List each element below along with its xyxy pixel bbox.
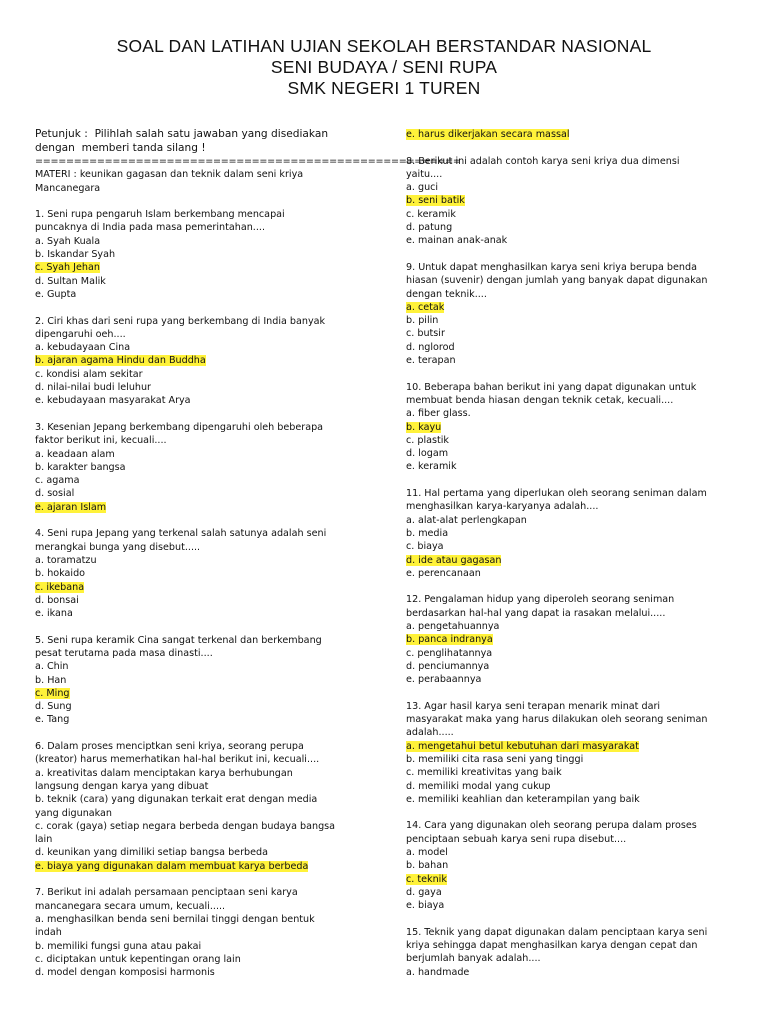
option: a. kreativitas dalam menciptakan karya berhubungan [35,767,293,779]
question-2 [35,315,363,408]
question-text: yaitu.... [406,168,443,180]
question-text: hiasan (suvenir) dengan jumlah yang banyak dapat digunakan [406,275,708,287]
option: e. mainan anak-anak [406,235,508,247]
separator: ======================================================= [35,156,461,167]
question-15 [406,926,734,979]
question-5 [35,634,363,727]
option: d. nilai-nilai budi leluhur [35,382,152,394]
highlighted-answer: b. kayu [406,421,442,433]
highlighted-answer: e. ajaran Islam [35,501,107,513]
option: a. guci [406,182,439,194]
option: a. menghasilkan benda seni bernilai tinggi dengan bentuk [35,913,315,925]
highlighted-answer: c. teknik [406,873,447,885]
question-text: 15. Teknik yang dapat digunakan dalam penciptaan karya seni [406,926,708,938]
option-cont: langsung dengan karya yang dibuat [35,780,209,792]
question-text: adalah..... [406,727,454,739]
option: a. fiber glass. [406,408,471,420]
option: e. terapan [406,355,456,367]
question-text: 12. Pengalaman hidup yang diperoleh seorang seniman [406,594,675,606]
question-11 [406,487,734,580]
option: d. keunikan yang dimiliki setiap bangsa berbeda [35,847,268,859]
option: b. karakter bangsa [35,461,126,473]
question-text: 8. Berikut ini adalah contoh karya seni kriya dua dimensi [406,155,680,167]
option: a. Syah Kuala [35,235,101,247]
option: b. hokaido [35,568,86,580]
question-text: kriya sehingga dapat menghasilkan karya dengan cepat dan [406,940,698,952]
question-text: menghasilkan karya-karyanya adalah.... [406,501,599,513]
title-line-3: SMK NEGERI 1 TUREN [287,78,481,98]
option: e. kebudayaan masyarakat Arya [35,395,191,407]
highlighted-answer: c. Syah Jehan [35,262,100,274]
question-text: membuat benda hiasan dengan teknik cetak, kecuali.... [406,394,674,406]
option: c. kondisi alam sekitar [35,368,143,380]
option: e. perabaannya [406,674,482,686]
option: e. ikana [35,608,73,620]
option: d. Sung [35,701,72,713]
option: c. diciptakan untuk kepentingan orang lain [35,953,241,965]
question-text: masyarakat maka yang harus dilakukan oleh seorang seniman [406,714,708,726]
option: e. keramik [406,461,457,473]
option: c. biaya [406,541,444,553]
title-line-2: SENI BUDAYA / SENI RUPA [270,57,498,77]
option: e. perencanaan [406,567,481,579]
option: a. handmade [406,966,470,978]
question-text: 11. Hal pertama yang diperlukan oleh seorang seniman dalam [406,488,707,500]
option: b. Iskandar Syah [35,249,116,261]
option: c. corak (gaya) setiap negara berbeda dengan budaya bangsa [35,820,336,832]
option: c. butsir [406,328,445,340]
question-10 [406,381,734,474]
option-cont: lain [35,834,53,846]
petunjuk-line-1: Petunjuk : Pilihlah salah satu jawaban yang disediakan [35,128,329,140]
question-14 [406,819,734,912]
question-1 [35,208,363,301]
option: d. model dengan komposisi harmonis [35,967,215,979]
highlighted-answer: c. ikebana [35,581,85,593]
highlighted-answer: b. ajaran agama Hindu dan Buddha [35,355,206,367]
option: e. biaya [406,900,445,912]
option: d. bonsai [35,594,79,606]
question-text: puncaknya di India pada masa pemerintahan.... [35,222,265,234]
question-9 [406,261,734,367]
right-column [406,128,734,979]
question-text: merangkai bunga yang disebut..... [35,541,201,553]
highlighted-answer: b. panca indranya [406,634,493,646]
highlighted-answer: d. ide atau gagasan [406,554,502,566]
highlighted-answer: e. harus dikerjakan secara massal [406,129,570,140]
petunjuk-line-2: dengan memberi tanda silang ! [35,141,206,154]
question-text: 13. Agar hasil karya seni terapan menarik minat dari [406,700,661,712]
question-text: dengan teknik.... [406,288,487,300]
option: a. alat-alat perlengkapan [406,514,527,526]
option: b. memiliki cita rasa seni yang tinggi [406,753,584,765]
option: a. model [406,847,448,859]
question-13 [406,700,734,806]
option: b. pilin [406,315,439,327]
option: a. toramatzu [35,554,97,566]
option: d. penciumannya [406,660,490,672]
option-cont: yang digunakan [35,807,113,819]
option: d. sosial [35,488,75,500]
option: b. Han [35,674,67,686]
option: a. pengetahuannya [406,620,500,632]
question-6 [35,740,363,873]
question-text: 14. Cara yang digunakan oleh seorang perupa dalam proses [406,820,697,832]
option: d. logam [406,448,449,460]
question-text: 2. Ciri khas dari seni rupa yang berkembang di India banyak [35,315,326,327]
highlighted-answer: e. biaya yang digunakan dalam membuat karya berbeda [35,860,309,872]
option: b. bahan [406,860,449,872]
question-text: faktor berikut ini, kecuali.... [35,435,167,447]
option: e. memiliki keahlian dan keterampilan yang baik [406,793,640,805]
option: d. Sultan Malik [35,275,106,287]
option: d. nglorod [406,341,455,353]
materi-line-2: Mancanegara [35,182,101,194]
question-text: 7. Berikut ini adalah persamaan penciptaan seni karya [35,887,298,899]
option: a. kebudayaan Cina [35,342,131,354]
option: e. Gupta [35,288,77,300]
question-12 [406,593,734,686]
question-text: 6. Dalam proses menciptkan seni kriya, seorang perupa [35,741,304,753]
question-text: (kreator) harus memerhatikan hal-hal berikut ini, kecuali.... [35,754,320,766]
option: e. Tang [35,714,70,726]
question-4 [35,527,363,620]
highlighted-answer: a. cetak [406,301,445,313]
option: b. teknik (cara) yang digunakan terkait erat dengan media [35,794,318,806]
question-text: berdasarkan hal-hal yang dapat ia rasakan melalui..... [406,607,666,619]
highlighted-answer: a. mengetahui betul kebutuhan dari masyarakat [406,740,639,752]
materi-line-1: MATERI : keunikan gagasan dan teknik dalam seni kriya [35,169,304,181]
question-text: 9. Untuk dapat menghasilkan karya seni kriya berupa benda [406,261,697,273]
option: b. memiliki fungsi guna atau pakai [35,940,202,952]
question-text: penciptaan sebuah karya seni rupa disebut.... [406,833,627,845]
option: a. Chin [35,661,69,673]
option-cont: indah [35,927,62,939]
option: d. gaya [406,886,442,898]
option: a. keadaan alam [35,448,115,460]
option: d. memiliki modal yang cukup [406,780,551,792]
question-7 [35,886,363,979]
option: c. keramik [406,208,456,220]
title-line-1: SOAL DAN LATIHAN UJIAN SEKOLAH BERSTANDAR NASIONAL [116,36,652,56]
question-text: 3. Kesenian Jepang berkembang dipengaruhi oleh beberapa [35,421,324,433]
option: c. agama [35,475,80,487]
question-text: 4. Seni rupa Jepang yang terkenal salah satunya adalah seni [35,528,327,540]
highlighted-answer: b. seni batik [406,195,465,207]
highlighted-answer: c. Ming [35,687,70,699]
option: c. penglihatannya [406,647,493,659]
question-text: pesat terutama pada masa dinasti.... [35,647,213,659]
question-3 [35,421,363,514]
option: d. patung [406,222,453,234]
question-text: dipengaruhi oeh.... [35,328,126,340]
question-text: 5. Seni rupa keramik Cina sangat terkenal dan berkembang [35,634,322,646]
question-text: 1. Seni rupa pengaruh Islam berkembang mencapai [35,209,285,221]
question-text: mancanegara secara umum, kecuali..... [35,900,226,912]
question-text: 10. Beberapa bahan berikut ini yang dapat digunakan untuk [406,381,697,393]
question-8 [406,155,734,248]
option: c. plastik [406,434,449,446]
page-header [0,36,768,99]
option: b. media [406,527,449,539]
option: c. memiliki kreativitas yang baik [406,767,562,779]
question-text: berjumlah banyak adalah.... [406,953,541,965]
